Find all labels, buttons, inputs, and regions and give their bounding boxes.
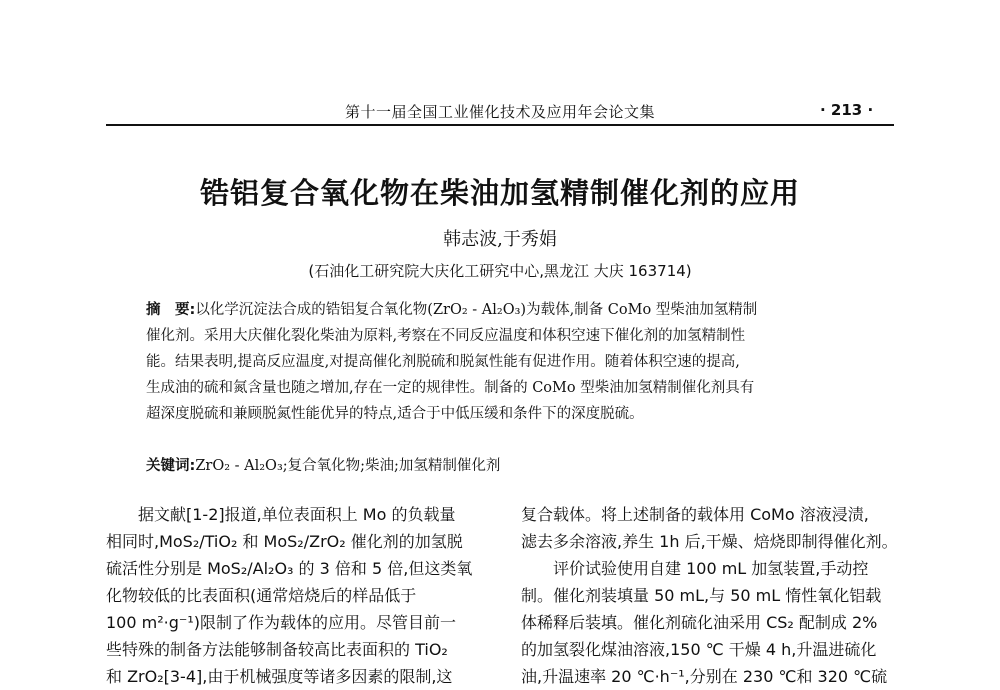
page-number: · 213 ·	[820, 101, 874, 119]
body-line: 制。催化剂装填量 50 mL,与 50 mL 惰性氧化铝载	[521, 586, 882, 605]
body-line: 复合载体。将上述制备的载体用 CoMo 溶液浸渍,	[521, 505, 869, 524]
body-line: 硫活性分别是 MoS₂/Al₂O₃ 的 3 倍和 5 倍,但这类氧	[106, 559, 473, 578]
body-column-right	[521, 501, 911, 690]
abstract-line: 摘 要:以化学沉淀法合成的锆铝复合氧化物(ZrO₂ - Al₂O₃)为载体,制备 CoMo 型柴油加氢精制	[146, 302, 758, 318]
paper-affiliation: (石油化工研究院大庆化工研究中心,黑龙江 大庆 163714)	[308, 262, 692, 280]
abstract-line: 能。结果表明,提高反应温度,对提高催化剂脱硫和脱氮性能有促进作用。随着体积空速的提高,	[146, 354, 740, 370]
body-line: 油,升温速率 20 ℃·h⁻¹,分别在 230 ℃和 320 ℃硫	[521, 667, 888, 686]
body-line: 相同时,MoS₂/TiO₂ 和 MoS₂/ZrO₂ 催化剂的加氢脱	[106, 532, 463, 551]
body-line: 和 ZrO₂[3-4],由于机械强度等诸多因素的限制,这	[106, 667, 453, 686]
running-header-title: 第十一届全国工业催化技术及应用年会论文集	[344, 103, 655, 121]
paper-authors: 韩志波,于秀娟	[443, 229, 557, 250]
body-line: 体稀释后装填。催化剂硫化油采用 CS₂ 配制成 2%	[521, 613, 878, 632]
keywords	[146, 453, 868, 479]
abstract-label: 摘 要:	[146, 302, 196, 318]
keywords-label: 关键词:	[146, 458, 196, 474]
body-line: 些特殊的制备方法能够制备较高比表面积的 TiO₂	[106, 640, 448, 659]
body-line: 评价试验使用自建 100 mL 加氢装置,手动控	[521, 559, 869, 578]
body-column-left	[106, 501, 494, 690]
body-line: 化物较低的比表面积(通常焙烧后的样品低于	[106, 586, 417, 605]
body-line: 的加氢裂化煤油溶液,150 ℃ 干燥 4 h,升温进硫化	[521, 640, 877, 659]
abstract	[146, 297, 868, 427]
abstract-line: 催化剂。采用大庆催化裂化柴油为原料,考察在不同反应温度和体积空速下催化剂的加氢精制性	[146, 328, 746, 344]
paper-title: 锆铝复合氧化物在柴油加氢精制催化剂的应用	[199, 176, 800, 210]
body-line: 滤去多余溶液,养生 1h 后,干燥、焙烧即制得催化剂。	[521, 532, 898, 551]
body-line: 100 m²·g⁻¹)限制了作为载体的应用。尽管目前一	[106, 613, 456, 632]
abstract-line: 生成油的硫和氮含量也随之增加,存在一定的规律性。制备的 CoMo 型柴油加氢精制催化剂具有	[146, 380, 755, 396]
header-rule	[106, 124, 894, 126]
body-line: 据文献[1-2]报道,单位表面积上 Mo 的负载量	[106, 505, 456, 524]
keywords-text: ZrO₂ - Al₂O₃;复合氧化物;柴油;加氢精制催化剂	[195, 458, 501, 474]
abstract-line: 超深度脱硫和兼顾脱氮性能优异的特点,适合于中低压缓和条件下的深度脱硫。	[146, 406, 644, 422]
